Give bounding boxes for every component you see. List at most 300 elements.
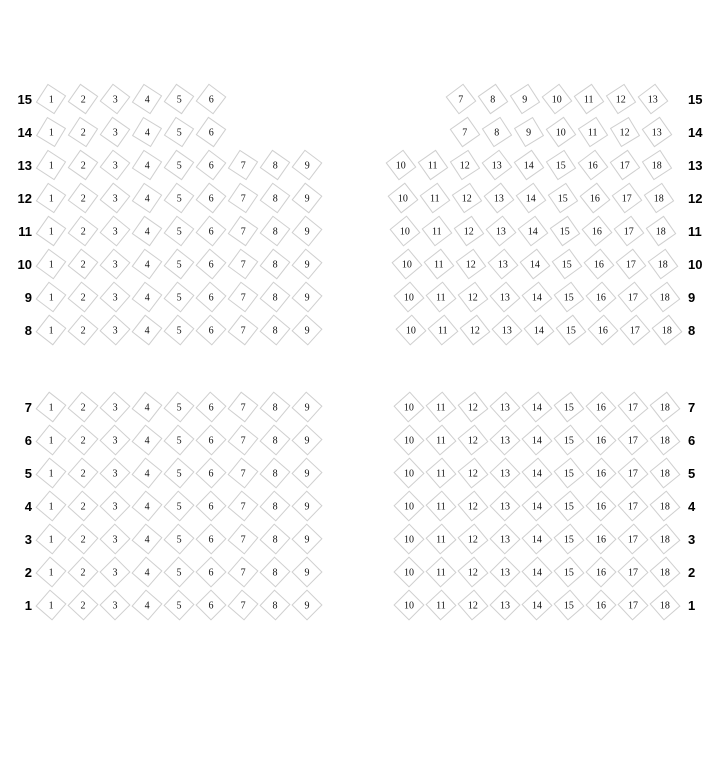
seat[interactable] <box>458 425 489 456</box>
seat[interactable] <box>610 150 641 181</box>
seat[interactable] <box>491 314 522 345</box>
seat[interactable] <box>550 216 581 247</box>
seat[interactable] <box>291 314 322 345</box>
seat-number: 5 <box>176 259 182 271</box>
seat[interactable] <box>100 117 131 148</box>
seat[interactable] <box>478 84 509 115</box>
seat[interactable] <box>428 315 459 346</box>
seat[interactable] <box>227 556 258 587</box>
seat[interactable] <box>99 314 130 345</box>
seat-number: 4 <box>144 127 150 139</box>
seat[interactable] <box>132 117 162 147</box>
seat[interactable] <box>292 150 323 181</box>
seat[interactable] <box>196 183 227 214</box>
seat[interactable] <box>460 315 491 346</box>
seat[interactable] <box>554 392 585 423</box>
seat[interactable] <box>36 315 67 346</box>
seat[interactable] <box>259 556 290 587</box>
seat[interactable] <box>99 424 130 455</box>
seat[interactable] <box>425 424 456 455</box>
seat[interactable] <box>585 391 616 422</box>
seat[interactable] <box>100 249 131 280</box>
seat-number: 1 <box>48 600 54 612</box>
seat[interactable] <box>395 314 426 345</box>
seat[interactable] <box>163 457 194 488</box>
seat[interactable] <box>36 282 67 313</box>
seat[interactable] <box>584 249 615 280</box>
seat-number: 2 <box>80 468 86 480</box>
seat-number: 5 <box>176 402 182 414</box>
seat[interactable] <box>418 150 449 181</box>
seat[interactable] <box>521 490 552 521</box>
seat[interactable] <box>164 392 195 423</box>
seat[interactable] <box>291 523 322 554</box>
seat[interactable] <box>228 282 259 313</box>
seat[interactable] <box>196 117 227 148</box>
seat[interactable] <box>132 315 163 346</box>
seat[interactable] <box>36 117 66 147</box>
seat[interactable] <box>393 490 424 521</box>
seat-number: 15 <box>563 534 574 546</box>
seat[interactable] <box>649 556 680 587</box>
seat[interactable] <box>489 556 520 587</box>
seat-number: 9 <box>304 501 310 513</box>
seat-number: 5 <box>176 193 182 205</box>
seat[interactable] <box>195 556 226 587</box>
seat[interactable] <box>196 84 227 115</box>
seat[interactable] <box>35 556 66 587</box>
seat-number: 15 <box>563 600 574 612</box>
seat[interactable] <box>552 249 583 280</box>
seat[interactable] <box>617 523 648 554</box>
seat[interactable] <box>291 457 322 488</box>
seat[interactable] <box>392 249 423 280</box>
seat[interactable] <box>620 315 651 346</box>
seat[interactable] <box>227 589 258 620</box>
seat[interactable] <box>36 458 67 489</box>
seat[interactable] <box>131 556 162 587</box>
seat-number: 15 <box>563 567 574 579</box>
seat[interactable] <box>617 490 648 521</box>
seat[interactable] <box>393 391 424 422</box>
seat[interactable] <box>524 315 555 346</box>
seat-number: 1 <box>48 435 54 447</box>
seat[interactable] <box>386 150 417 181</box>
seat[interactable] <box>548 183 579 214</box>
seat[interactable] <box>582 216 613 247</box>
seat[interactable] <box>425 589 456 620</box>
seat[interactable] <box>489 523 520 554</box>
seat[interactable] <box>196 249 227 280</box>
seat[interactable] <box>164 117 194 147</box>
seat[interactable] <box>195 281 226 312</box>
seat[interactable] <box>426 392 457 423</box>
seat[interactable] <box>574 84 605 115</box>
seat[interactable] <box>650 491 681 522</box>
seat[interactable] <box>99 589 130 620</box>
seat[interactable] <box>585 589 616 620</box>
seat[interactable] <box>195 523 226 554</box>
seat[interactable] <box>260 282 291 313</box>
seat[interactable] <box>393 523 424 554</box>
seat[interactable] <box>516 183 547 214</box>
seat[interactable] <box>458 282 489 313</box>
seat[interactable] <box>228 524 259 555</box>
seat[interactable] <box>196 216 227 247</box>
seat[interactable] <box>100 183 131 214</box>
seat[interactable] <box>606 84 636 114</box>
seat[interactable] <box>614 216 645 247</box>
seat[interactable] <box>617 556 648 587</box>
seat[interactable] <box>390 216 421 247</box>
seat-number: 1 <box>48 127 54 139</box>
seat-number: 8 <box>272 534 278 546</box>
seat[interactable] <box>228 150 258 180</box>
seat[interactable] <box>553 556 584 587</box>
seat[interactable] <box>163 490 194 521</box>
seat[interactable] <box>489 589 520 620</box>
seat[interactable] <box>132 249 163 280</box>
seat-number: 11 <box>433 259 444 271</box>
seat[interactable] <box>67 523 98 554</box>
seat[interactable] <box>587 314 618 345</box>
seat[interactable] <box>522 392 553 423</box>
seat[interactable] <box>195 457 226 488</box>
seat[interactable] <box>554 458 585 489</box>
seat[interactable] <box>132 282 163 313</box>
seat[interactable] <box>36 183 67 214</box>
seat[interactable] <box>36 84 66 114</box>
seat[interactable] <box>489 281 520 312</box>
seat[interactable] <box>195 589 226 620</box>
seat[interactable] <box>521 457 552 488</box>
seat[interactable] <box>542 84 573 115</box>
seat[interactable] <box>100 150 131 181</box>
seat[interactable] <box>618 282 649 313</box>
seat[interactable] <box>228 183 259 214</box>
seat[interactable] <box>36 425 67 456</box>
seat[interactable] <box>99 490 130 521</box>
seat[interactable] <box>458 392 489 423</box>
seat[interactable] <box>644 183 675 214</box>
seat-number: 13 <box>499 468 510 480</box>
seat[interactable] <box>68 183 99 214</box>
seat[interactable] <box>393 424 424 455</box>
seat-number: 18 <box>653 193 664 205</box>
seat[interactable] <box>521 556 552 587</box>
seat[interactable] <box>393 589 424 620</box>
seat[interactable] <box>228 425 259 456</box>
seat[interactable] <box>650 458 681 489</box>
seat[interactable] <box>259 424 290 455</box>
seat[interactable] <box>291 424 322 455</box>
seat-number: 8 <box>272 435 278 447</box>
seat[interactable] <box>450 150 480 180</box>
seat-number: 11 <box>436 600 446 612</box>
seat[interactable] <box>393 281 424 312</box>
seat[interactable] <box>132 491 163 522</box>
seat-number: 8 <box>272 600 278 612</box>
seat-number: 17 <box>627 402 638 414</box>
seat[interactable] <box>456 249 487 280</box>
seat[interactable] <box>652 315 683 346</box>
seat[interactable] <box>131 589 162 620</box>
seat[interactable] <box>522 282 553 313</box>
seat-number: 2 <box>80 226 86 238</box>
seat[interactable] <box>425 457 456 488</box>
seat[interactable] <box>36 524 67 555</box>
seat[interactable] <box>36 392 67 423</box>
seat-number: 1 <box>48 325 54 337</box>
seat[interactable] <box>164 84 195 115</box>
seat-number: 15 <box>561 259 572 271</box>
seat-number: 4 <box>144 259 150 271</box>
seat[interactable] <box>259 589 290 620</box>
seat[interactable] <box>650 282 681 313</box>
seat[interactable] <box>260 315 291 346</box>
seat[interactable] <box>393 457 424 488</box>
seat[interactable] <box>291 391 322 422</box>
seat[interactable] <box>554 491 585 522</box>
seat-number: 3 <box>112 292 118 304</box>
seat[interactable] <box>67 457 98 488</box>
seat[interactable] <box>650 425 681 456</box>
seat[interactable] <box>458 458 489 489</box>
seat[interactable] <box>228 216 259 247</box>
seat-number: 5 <box>176 226 182 238</box>
seat[interactable] <box>425 523 456 554</box>
seat-number: 13 <box>500 567 510 579</box>
seat[interactable] <box>388 183 419 214</box>
seat-number: 12 <box>467 468 478 480</box>
seat[interactable] <box>452 183 483 214</box>
seat[interactable] <box>424 249 455 280</box>
seat[interactable] <box>228 491 259 522</box>
seat[interactable] <box>260 392 291 423</box>
seat[interactable] <box>554 425 585 456</box>
seat[interactable] <box>132 392 163 423</box>
seat[interactable] <box>585 523 616 554</box>
seat[interactable] <box>68 117 98 147</box>
seat-number: 18 <box>659 600 670 612</box>
seat[interactable] <box>36 249 67 280</box>
seat[interactable] <box>163 589 194 620</box>
seat[interactable] <box>228 315 259 346</box>
seat[interactable] <box>585 556 616 587</box>
seat[interactable] <box>521 523 552 554</box>
seat[interactable] <box>68 315 99 346</box>
seat[interactable] <box>484 183 515 214</box>
seat[interactable] <box>489 457 520 488</box>
seat[interactable] <box>489 424 520 455</box>
seat[interactable] <box>259 523 290 554</box>
seat[interactable] <box>132 425 163 456</box>
seat[interactable] <box>486 216 517 247</box>
seat[interactable] <box>642 117 673 148</box>
seat[interactable] <box>425 556 456 587</box>
seat[interactable] <box>489 391 520 422</box>
seat-number: 7 <box>240 160 246 172</box>
seat[interactable] <box>422 216 453 247</box>
seat[interactable] <box>260 249 291 280</box>
seat[interactable] <box>163 556 194 587</box>
seat[interactable] <box>100 84 131 115</box>
seat[interactable] <box>521 589 552 620</box>
seat[interactable] <box>163 424 194 455</box>
seat[interactable] <box>36 491 67 522</box>
seat[interactable] <box>67 424 98 455</box>
seat-number: 13 <box>493 193 504 205</box>
seat[interactable] <box>450 117 481 148</box>
seat[interactable] <box>195 391 226 422</box>
seat[interactable] <box>292 216 323 247</box>
seat[interactable] <box>291 281 322 312</box>
seat[interactable] <box>454 216 485 247</box>
seat[interactable] <box>132 150 162 180</box>
seat[interactable] <box>642 150 672 180</box>
seat[interactable] <box>260 183 291 214</box>
seat[interactable] <box>67 556 98 587</box>
seat[interactable] <box>292 249 323 280</box>
seat[interactable] <box>67 490 98 521</box>
seat[interactable] <box>514 150 545 181</box>
seat[interactable] <box>164 315 195 346</box>
seat[interactable] <box>228 392 259 423</box>
seat-number: 11 <box>438 325 448 337</box>
seat-number: 17 <box>619 160 630 172</box>
seat[interactable] <box>610 117 640 147</box>
seat[interactable] <box>489 490 520 521</box>
seat[interactable] <box>446 84 477 115</box>
seat[interactable] <box>68 150 99 181</box>
seat[interactable] <box>36 216 67 247</box>
seat[interactable] <box>195 314 226 345</box>
seat[interactable] <box>291 556 322 587</box>
seat[interactable] <box>195 490 226 521</box>
seat[interactable] <box>164 216 195 247</box>
seat[interactable] <box>291 490 322 521</box>
seat[interactable] <box>259 490 290 521</box>
seat[interactable] <box>648 249 679 280</box>
seat[interactable] <box>618 392 649 423</box>
seat[interactable] <box>228 249 259 280</box>
seat[interactable] <box>514 117 544 147</box>
seat-number: 16 <box>587 160 598 172</box>
seat[interactable] <box>649 589 680 620</box>
seat[interactable] <box>99 391 130 422</box>
seat[interactable] <box>650 392 681 423</box>
seat[interactable] <box>518 216 549 247</box>
seat[interactable] <box>132 84 162 114</box>
seat[interactable] <box>132 524 163 555</box>
seat[interactable] <box>35 589 66 620</box>
seat[interactable] <box>68 392 99 423</box>
seat[interactable] <box>132 458 163 489</box>
seat[interactable] <box>99 281 130 312</box>
seat[interactable] <box>578 117 608 147</box>
seat[interactable] <box>578 150 609 181</box>
seat-number: 11 <box>427 160 438 172</box>
seat[interactable] <box>585 424 616 455</box>
seat[interactable] <box>638 84 669 115</box>
seat[interactable] <box>546 117 577 148</box>
seat[interactable] <box>259 457 290 488</box>
seat[interactable] <box>554 282 585 313</box>
seat[interactable] <box>164 249 195 280</box>
seat[interactable] <box>164 150 195 181</box>
seat[interactable] <box>420 183 451 214</box>
seat[interactable] <box>228 458 259 489</box>
seat[interactable] <box>546 150 576 180</box>
seat[interactable] <box>580 183 611 214</box>
seat[interactable] <box>554 524 585 555</box>
seat[interactable] <box>425 490 456 521</box>
seat[interactable] <box>585 490 616 521</box>
seat[interactable] <box>164 183 195 214</box>
row-label: 13 <box>17 158 32 173</box>
seat[interactable] <box>585 457 616 488</box>
seat[interactable] <box>482 117 512 147</box>
seat[interactable] <box>292 183 323 214</box>
seat[interactable] <box>36 150 66 180</box>
seat[interactable] <box>132 183 163 214</box>
seat[interactable] <box>68 282 99 313</box>
seat[interactable] <box>99 457 130 488</box>
seat[interactable] <box>132 216 163 247</box>
seat[interactable] <box>196 150 227 181</box>
seat[interactable] <box>260 150 291 181</box>
seat[interactable] <box>457 556 488 587</box>
seat[interactable] <box>646 216 677 247</box>
seat[interactable] <box>521 424 552 455</box>
seat[interactable] <box>260 216 291 247</box>
seat[interactable] <box>457 589 488 620</box>
seat[interactable] <box>67 589 98 620</box>
seat[interactable] <box>553 589 584 620</box>
seat[interactable] <box>488 249 519 280</box>
seat[interactable] <box>99 523 130 554</box>
seat[interactable] <box>617 424 648 455</box>
seat[interactable] <box>458 491 489 522</box>
seat-number: 6 <box>208 127 214 139</box>
seat[interactable] <box>393 556 424 587</box>
seat-number: 6 <box>208 226 214 238</box>
seat[interactable] <box>100 216 131 247</box>
seat[interactable] <box>195 424 226 455</box>
seat[interactable] <box>650 524 681 555</box>
seat[interactable] <box>291 589 322 620</box>
seat[interactable] <box>68 84 99 115</box>
row-label: 14 <box>688 125 703 140</box>
seat[interactable] <box>482 150 513 181</box>
seat[interactable] <box>99 556 130 587</box>
seat[interactable] <box>520 249 551 280</box>
seat[interactable] <box>617 589 648 620</box>
seat[interactable] <box>617 457 648 488</box>
seat[interactable] <box>426 282 457 313</box>
seat[interactable] <box>68 216 99 247</box>
seat[interactable] <box>68 249 99 280</box>
seat[interactable] <box>164 282 195 313</box>
seat[interactable] <box>556 315 587 346</box>
seat-number: 3 <box>112 468 118 480</box>
seat[interactable] <box>163 523 194 554</box>
seat[interactable] <box>510 84 540 114</box>
seat[interactable] <box>458 524 489 555</box>
seat[interactable] <box>616 249 647 280</box>
seat[interactable] <box>585 281 616 312</box>
seat[interactable] <box>612 183 643 214</box>
